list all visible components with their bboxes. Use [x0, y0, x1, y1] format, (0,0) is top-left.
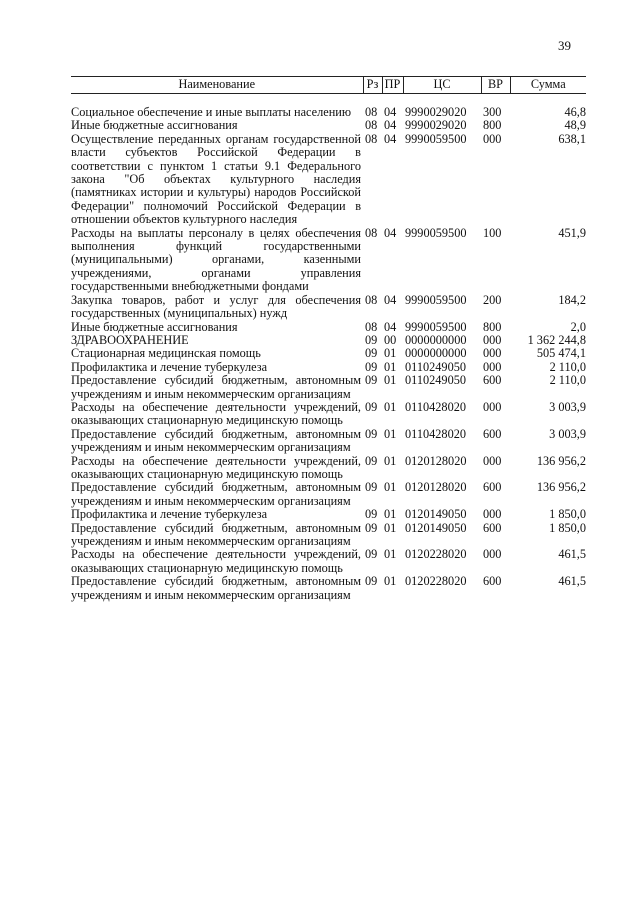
cell-name: Предоставление субсидий бюджетным, автономным учреждениям и иным некоммерческим организациям [71, 480, 361, 508]
cell-vr: 300 [483, 105, 502, 119]
cell-pr: 04 [384, 319, 397, 334]
cell-sum: 48,9 [564, 118, 586, 133]
cell-rz: 09 [365, 346, 378, 361]
cell-pr: 01 [384, 574, 397, 589]
cell-sum: 638,1 [558, 131, 586, 146]
cell-pr: 01 [384, 373, 397, 388]
cell-cs: 0110428020 [405, 399, 467, 414]
cell-cs: 0000000000 [405, 332, 467, 347]
cell-sum: 184,2 [558, 292, 586, 307]
cell-cs: 0110428020 [405, 426, 467, 441]
cell-sum: 3 003,9 [549, 426, 586, 441]
cell-pr: 04 [384, 131, 397, 146]
cell-sum: 136 956,2 [536, 453, 586, 468]
cell-name: ЗДРАВООХРАНЕНИЕ [71, 332, 189, 347]
cell-name: Иные бюджетные ассигнования [71, 118, 238, 133]
cell-name: Стационарная медицинская помощь [71, 346, 261, 361]
table-body [71, 94, 586, 603]
cell-name: Расходы на обеспечение деятельности учреждений, оказывающих стационарную медицинскую помощь [71, 453, 361, 481]
cell-cs: 9990059500 [405, 225, 467, 240]
cell-vr: 000 [483, 399, 502, 414]
cell-pr: 04 [384, 118, 397, 133]
header-vr: ВР [481, 77, 510, 94]
cell-name: Расходы на обеспечение деятельности учреждений, оказывающих стационарную медицинскую помощь [71, 547, 361, 575]
table-row [71, 455, 586, 482]
table-row [71, 294, 586, 321]
cell-vr: 000 [483, 346, 502, 361]
cell-sum: 3 003,9 [549, 399, 586, 414]
cell-pr: 01 [384, 507, 397, 522]
cell-sum: 451,9 [558, 225, 586, 240]
budget-table [71, 76, 586, 602]
cell-cs: 0110249050 [405, 359, 467, 374]
cell-name: Осуществление переданных органам государственной власти субъектов Российской Федерации в соответствии с пунктом 1 статьи 9.1 Федерального закона "Об объектах культурного наследия (памятниках истории и культуры) народов Российской Федерации" полномочий Российской Федерации в отношении объектов культурного наследия [71, 131, 361, 227]
cell-sum: 461,5 [558, 574, 586, 589]
cell-name: Предоставление субсидий бюджетным, автономным учреждениям и иным некоммерческим организациям [71, 520, 361, 548]
cell-cs: 9990029020 [405, 118, 467, 133]
cell-pr: 04 [384, 105, 397, 119]
cell-rz: 09 [365, 480, 378, 495]
cell-pr: 01 [384, 520, 397, 535]
cell-vr: 000 [483, 547, 502, 562]
cell-rz: 09 [365, 399, 378, 414]
cell-vr: 600 [483, 426, 502, 441]
cell-name: Иные бюджетные ассигнования [71, 319, 238, 334]
cell-sum: 2,0 [570, 319, 586, 334]
table-row [71, 401, 586, 428]
cell-cs: 0120228020 [405, 547, 467, 562]
cell-name: Профилактика и лечение туберкулеза [71, 507, 268, 522]
cell-pr: 04 [384, 292, 397, 307]
cell-rz: 08 [365, 131, 378, 146]
table-row [71, 508, 586, 521]
cell-rz: 09 [365, 332, 378, 347]
cell-sum: 1 850,0 [549, 507, 586, 522]
cell-cs: 0120128020 [405, 453, 467, 468]
table-row [71, 321, 586, 334]
cell-vr: 600 [483, 574, 502, 589]
table-row [71, 227, 586, 294]
cell-pr: 01 [384, 359, 397, 374]
cell-vr: 000 [483, 359, 502, 374]
cell-cs: 9990059500 [405, 292, 467, 307]
table-row [71, 374, 586, 401]
cell-sum: 2 110,0 [549, 359, 586, 374]
cell-sum: 136 956,2 [536, 480, 586, 495]
cell-name: Профилактика и лечение туберкулеза [71, 359, 268, 374]
table-row [71, 481, 586, 508]
table-header [71, 77, 586, 94]
cell-pr: 01 [384, 453, 397, 468]
cell-rz: 08 [365, 105, 378, 119]
cell-cs: 0110249050 [405, 373, 467, 388]
cell-rz: 08 [365, 118, 378, 133]
cell-vr: 600 [483, 520, 502, 535]
cell-pr: 00 [384, 332, 397, 347]
cell-cs: 0120228020 [405, 574, 467, 589]
cell-rz: 09 [365, 520, 378, 535]
cell-sum: 461,5 [558, 547, 586, 562]
table-row [71, 133, 586, 227]
page-number: 39 [558, 38, 571, 53]
cell-cs: 0000000000 [405, 346, 467, 361]
cell-pr: 01 [384, 426, 397, 441]
cell-vr: 000 [483, 332, 502, 347]
cell-sum: 2 110,0 [549, 373, 586, 388]
cell-vr: 000 [483, 507, 502, 522]
cell-cs: 0120128020 [405, 480, 467, 495]
cell-sum: 1 362 244,8 [527, 332, 586, 347]
cell-rz: 09 [365, 426, 378, 441]
cell-cs: 0120149050 [405, 520, 467, 535]
table-row [71, 334, 586, 347]
cell-name: Расходы на выплаты персоналу в целях обеспечения выполнения функций государственными (муниципальными) органами, казенными учреждениями, органами управления государственными внебюджетными фондами [71, 225, 361, 294]
cell-sum: 46,8 [564, 105, 586, 119]
cell-pr: 01 [384, 346, 397, 361]
table-row [71, 548, 586, 575]
cell-name: Предоставление субсидий бюджетным, автономным учреждениям и иным некоммерческим организациям [71, 426, 361, 455]
header-sum: Сумма [510, 77, 586, 94]
cell-name: Предоставление субсидий бюджетным, автономным учреждениям и иным некоммерческим организациям [71, 373, 361, 401]
cell-name: Социальное обеспечение и иные выплаты населению [71, 105, 352, 119]
header-rz: Рз [363, 77, 382, 94]
cell-rz: 09 [365, 547, 378, 562]
cell-sum: 1 850,0 [549, 520, 586, 535]
cell-vr: 800 [483, 319, 502, 334]
table-row [71, 119, 586, 132]
cell-name: Закупка товаров, работ и услуг для обеспечения государственных (муниципальных) нужд [71, 292, 361, 321]
cell-cs: 0120149050 [405, 507, 467, 522]
cell-rz: 08 [365, 319, 378, 334]
table-row [71, 347, 586, 360]
header-cs: ЦС [403, 77, 481, 94]
cell-rz: 09 [365, 453, 378, 468]
cell-pr: 04 [384, 225, 397, 240]
table-row [71, 361, 586, 374]
cell-vr: 600 [483, 480, 502, 495]
cell-pr: 01 [384, 399, 397, 414]
cell-vr: 800 [483, 118, 502, 133]
table-row [71, 94, 586, 120]
cell-vr: 200 [483, 292, 502, 307]
table-row [71, 575, 586, 602]
cell-cs: 9990029020 [405, 105, 467, 119]
cell-pr: 01 [384, 547, 397, 562]
cell-vr: 600 [483, 373, 502, 388]
cell-cs: 9990059500 [405, 131, 467, 146]
cell-rz: 08 [365, 225, 378, 240]
cell-rz: 09 [365, 359, 378, 374]
cell-vr: 000 [483, 453, 502, 468]
cell-pr: 01 [384, 480, 397, 495]
cell-sum: 505 474,1 [536, 346, 586, 361]
header-pr: ПР [382, 77, 403, 94]
table-row [71, 428, 586, 455]
cell-rz: 08 [365, 292, 378, 307]
cell-rz: 09 [365, 373, 378, 388]
cell-rz: 09 [365, 507, 378, 522]
cell-vr: 000 [483, 131, 502, 146]
header-name: Наименование [71, 77, 363, 94]
cell-rz: 09 [365, 574, 378, 589]
cell-name: Расходы на обеспечение деятельности учреждений, оказывающих стационарную медицинскую помощь [71, 399, 361, 428]
cell-name: Предоставление субсидий бюджетным, автономным учреждениям и иным некоммерческим организациям [71, 574, 361, 602]
cell-cs: 9990059500 [405, 319, 467, 334]
table-row [71, 522, 586, 549]
cell-vr: 100 [483, 225, 502, 240]
